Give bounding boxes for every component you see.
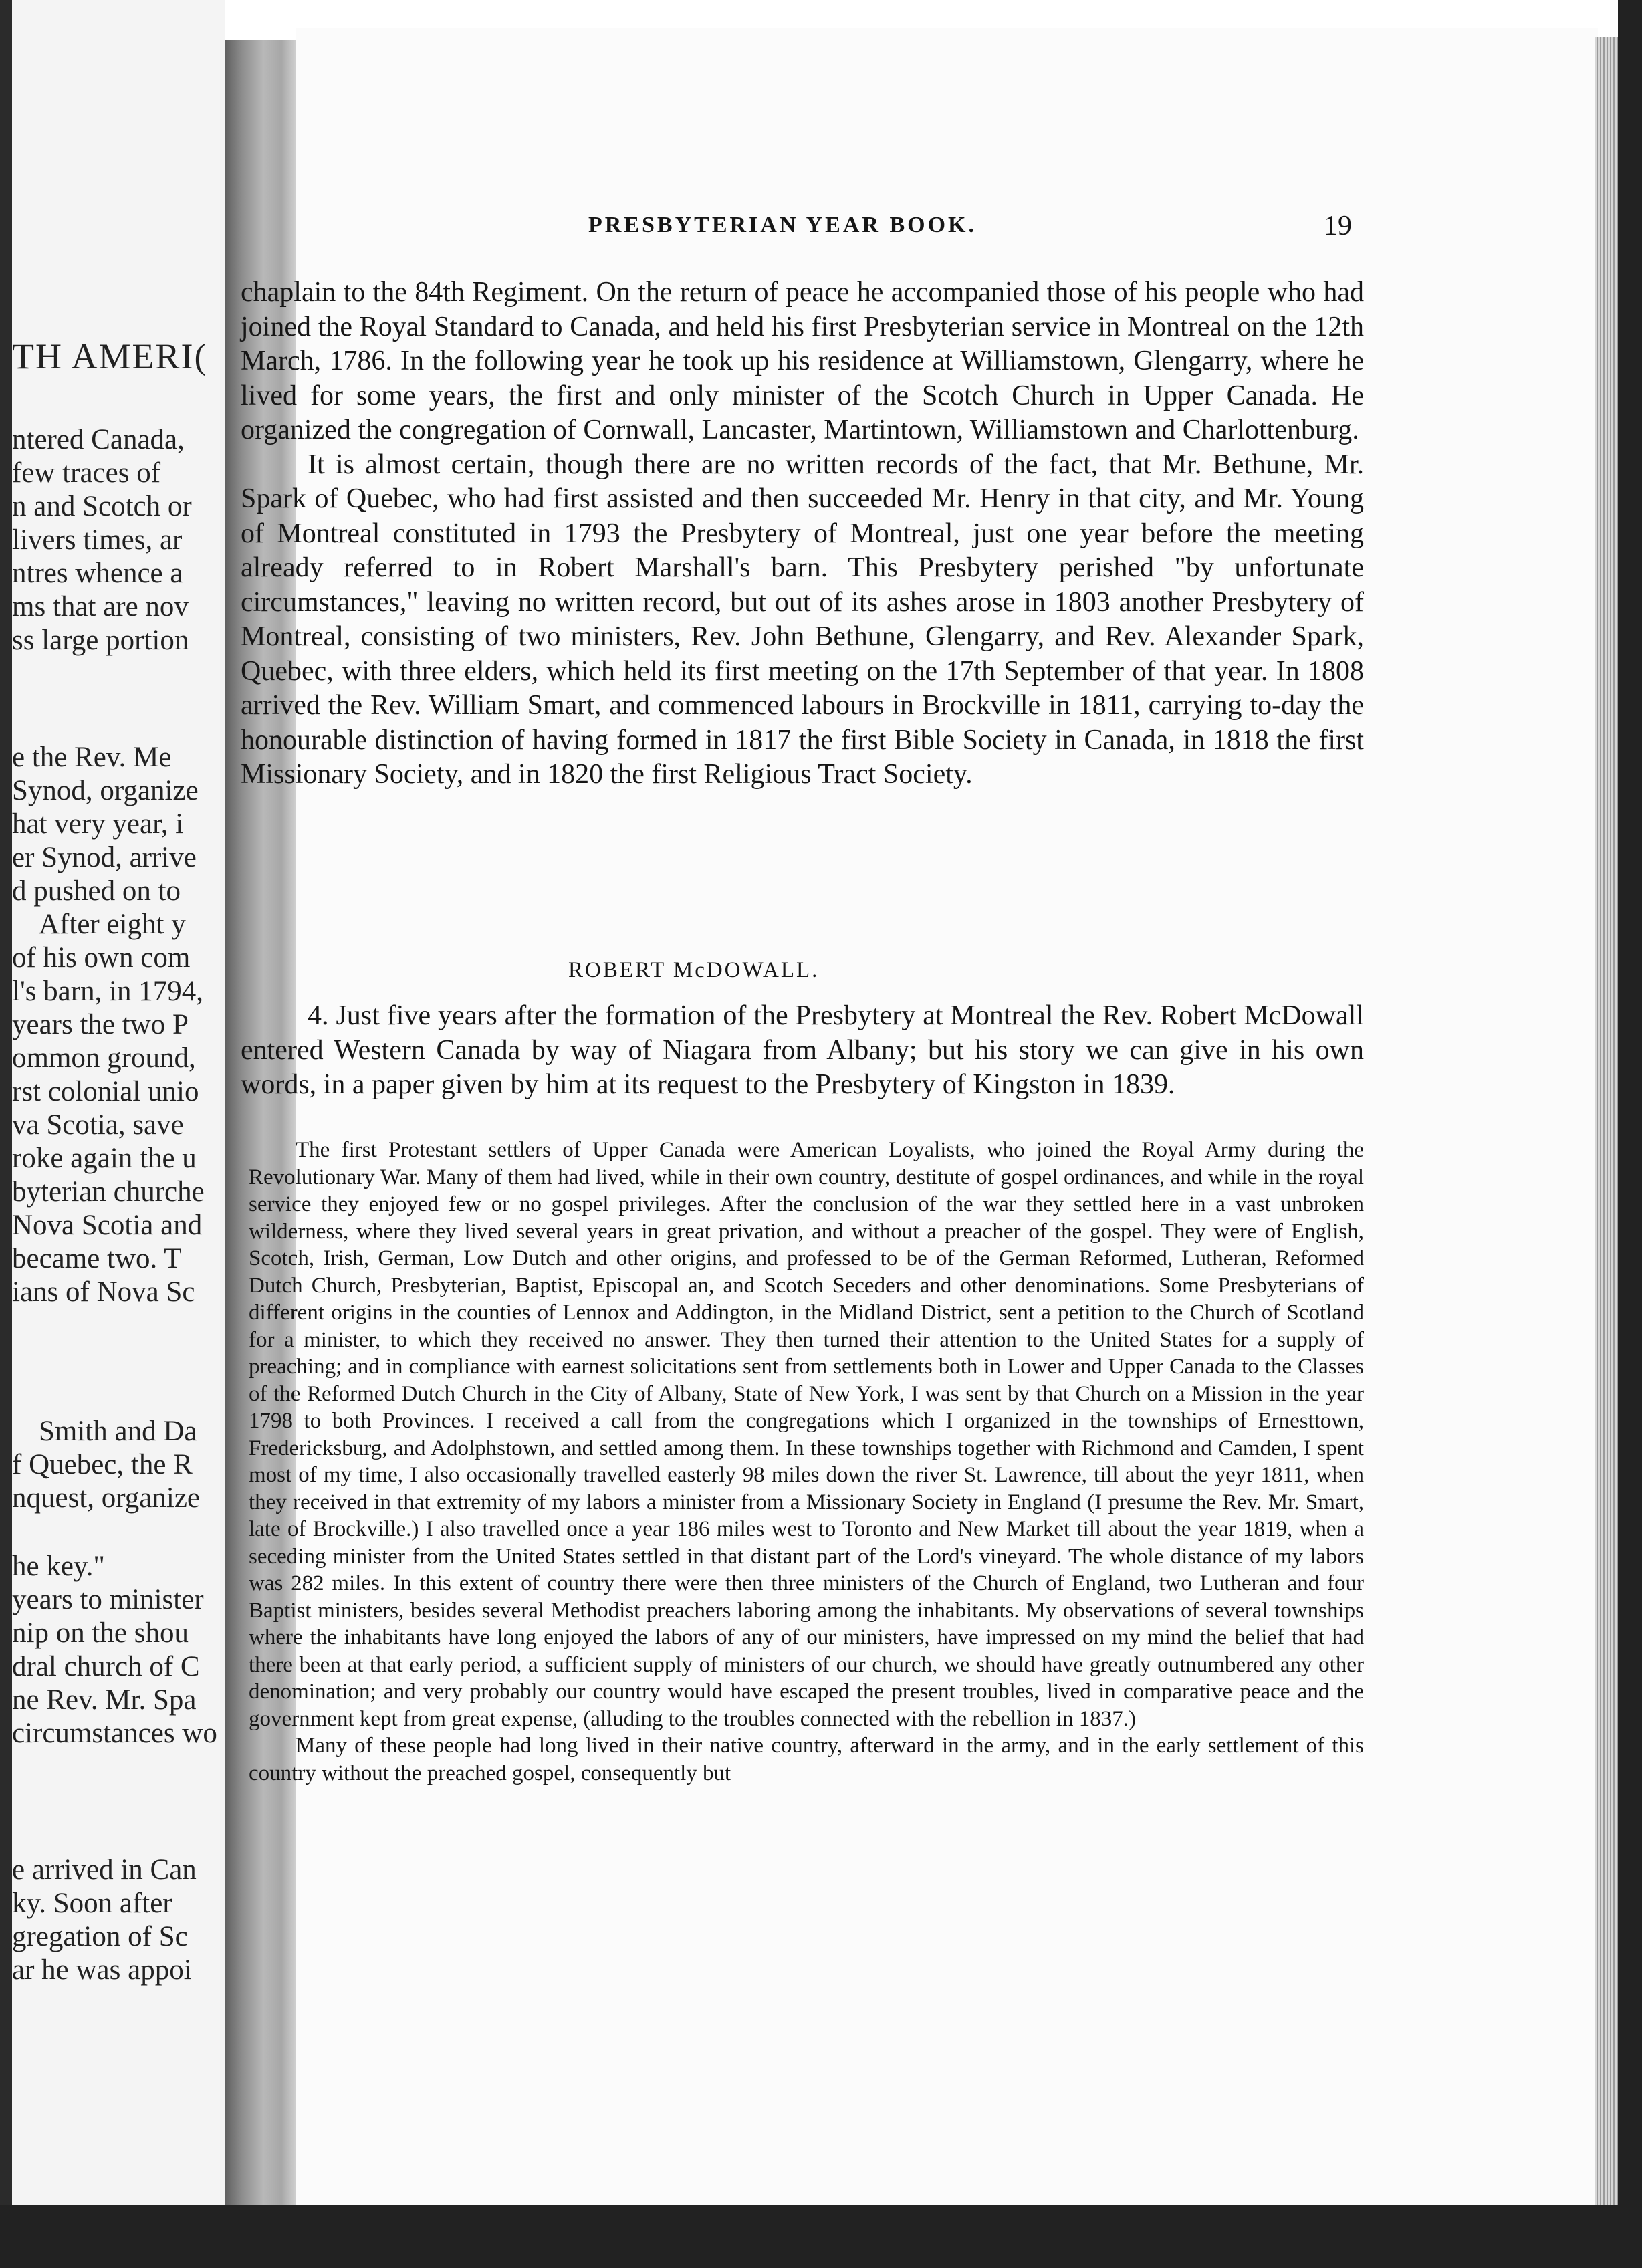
- left-page-line: nquest, organize: [12, 1482, 201, 1514]
- quote-paragraph: The first Protestant settlers of Upper Canada were American Loyalists, who joined the Royal Army during the Revolutionary War. Many of them had lived, while in their own country, destitute of gospel ordinances, and while in the royal service they enjoyed few or no gospel privileges. After the conclusion of the war they settled here in a vast unbroken wilderness, where they lived several years in great privation, and without a preacher of the gospel. They were of English, Scotch, Irish, German, Low Dutch and other origins, and professed to be of the German Reformed, Lutheran, Reformed Dutch Church, Presbyterian, Baptist, Episcopal an, and Scotch Seceders and other denominations. Some Presbyterians of different origins in the counties of Lennox and Addington, in the Midland District, sent a petition to the Church of Scotland for a minister, to which they received no answer. They then turned their attention to the United States for a supply of preaching; and in compliance with earnest solicitations sent from settlements both in Lower and Upper Canada to the Classes of the Reformed Dutch Church in the City of Albany, State of New York, I was sent by that Church on a Mission in the year 1798 to both Provinces. I received a call from the congregations which I organized in the townships of Ernesttown, Fredericksburg, and Adolphstown, and settled among them. In these townships together with Richmond and Camden, I spent most of my time, I also occasionally travelled easterly 98 miles down the river St. Lawrence, till about the yeyr 1811, when they received in that extremity of my labors a minister from a Missionary Society in England (I presume the Rev. Mr. Smart, late of Brockville.) I also travelled once a year 186 miles west to Toronto and New Market till about the year 1819, when a seceding minister from the United States settled in that distant part of the Lord's vineyard. The whole distance of my labors was 282 miles. In this extent of country there were then three ministers of the Church of England, two Lutheran and four Baptist ministers, besides several Methodist preachers laboring among the inhabitants. My observations of several townships where the inhabitants have long enjoyed the labors of any of our ministers, have impressed on my mind the belief that had there been at that early period, a sufficient supply of ministers of our church, we should have greatly outnumbered any other denomination; and very probably our country would have escaped the present troubles, lived in comparative peace and the government kept from great expense, (alluding to the troubles connected with the rebellion in 1837.): [249, 1138, 1364, 1731]
- left-page-line: ntres whence a: [12, 558, 183, 589]
- scan-bottom-edge: [0, 2205, 1642, 2268]
- left-page-line: rst colonial unio: [12, 1076, 199, 1107]
- left-page-line: d pushed on to: [12, 875, 181, 907]
- left-page-line: livers times, ar: [12, 524, 183, 556]
- left-page-line: byterian churche: [12, 1176, 205, 1208]
- quoted-text: [249, 1137, 1364, 1787]
- left-page-line: Synod, organize: [12, 775, 199, 806]
- left-page-line: of his own com: [12, 942, 191, 974]
- paragraph: 4. Just five years after the formation of the Presbytery at Montreal the Rev. Robert McDowall entered Western Canada by way of Niagara from Albany; but his story we can give in his own words, in a paper given by him at its request to the Presbytery of Kingston in 1839.: [241, 1000, 1364, 1100]
- left-page-line: va Scotia, save: [12, 1109, 184, 1141]
- left-page-line: n and Scotch or: [12, 491, 192, 522]
- left-page-line: ss large portion: [12, 625, 189, 656]
- left-page-line: nip on the shou: [12, 1617, 189, 1649]
- left-page-line: ommon ground,: [12, 1042, 196, 1074]
- page-number: 19: [1324, 211, 1352, 241]
- left-page-line: ar he was appoi: [12, 1954, 192, 1986]
- scan-left-edge: [0, 0, 12, 2268]
- left-page-line: Nova Scotia and: [12, 1210, 203, 1241]
- paragraph: It is almost certain, though there are no written records of the fact, that Mr. Bethune, Mr. Spark of Quebec, who had first assisted and then succeeded Mr. Henry in that city, and Mr. Young of Montreal constituted in 1793 the Presbytery of Montreal, just one year before the meeting already referred to in Robert Marshall's barn. This Presbytery perished "by unfortunate circumstances," leaving no written record, but out of its ashes arose in 1803 another Presbytery of Montreal, consisting of two ministers, Rev. John Bethune, Glengarry, and Rev. Alexander Spark, Quebec, with three elders, which held its first meeting on the 17th September of that year. In 1808 arrived the Rev. William Smart, and commenced labours in Brockville in 1811, carrying to-day the honourable distinction of having formed in 1817 the first Bible Society in Canada, in 1818 the first Missionary Society, and in 1820 the first Religious Tract Society.: [241, 449, 1364, 790]
- left-page-line: l's barn, in 1794,: [12, 976, 204, 1007]
- quote-paragraph: Many of these people had long lived in their native country, afterward in the army, and in the early settlement of this country without the preached gospel, consequently but: [249, 1734, 1364, 1785]
- left-page-line: hat very year, i: [12, 808, 184, 840]
- paragraph: chaplain to the 84th Regiment. On the return of peace he accompanied those of his people who had joined the Royal Standard to Canada, and held his first Presbyterian service in Montreal on the 12th March, 1786. In the following year he took up his residence at Williamstown, Glengarry, where he lived for some years, the first and only minister of the Scotch Church in Upper Canada. He organized the congregation of Cornwall, Lancaster, Martintown, Williamstown and Charlottenburg.: [241, 277, 1364, 445]
- main-text: [241, 275, 1364, 792]
- left-page-line: he key.": [12, 1551, 105, 1582]
- page-edges: [1595, 37, 1618, 2205]
- left-page-line: e arrived in Can: [12, 1854, 197, 1886]
- left-page-line: ians of Nova Sc: [12, 1276, 195, 1308]
- left-page-line: dral church of C: [12, 1651, 200, 1682]
- section-heading: ROBERT McDOWALL.: [568, 958, 820, 982]
- left-page-line: f Quebec, the R: [12, 1449, 193, 1480]
- left-page-line: e the Rev. Me: [12, 742, 172, 773]
- left-page-line: ntered Canada,: [12, 424, 185, 455]
- left-page-line: ms that are nov: [12, 591, 189, 622]
- left-page-line: years the two P: [12, 1009, 189, 1040]
- left-page-line: After eight y: [39, 909, 186, 940]
- left-page: [12, 0, 225, 2205]
- left-page-line: er Synod, arrive: [12, 842, 197, 873]
- scan-right-edge: [1618, 0, 1642, 2268]
- left-page-line: TH AMERI(: [12, 336, 208, 376]
- left-page-line: circumstances wo: [12, 1718, 217, 1749]
- left-page-line: ne Rev. Mr. Spa: [12, 1684, 197, 1716]
- left-page-line: Smith and Da: [39, 1415, 197, 1447]
- left-page-line: gregation of Sc: [12, 1921, 188, 1952]
- left-page-line: roke again the u: [12, 1143, 197, 1174]
- section-intro: [241, 999, 1364, 1103]
- left-page-line: became two. T: [12, 1243, 182, 1274]
- left-page-line: ky. Soon after: [12, 1888, 172, 1919]
- left-page-line: years to minister: [12, 1584, 204, 1615]
- left-page-line: few traces of: [12, 457, 161, 489]
- running-header: PRESBYTERIAN YEAR BOOK.: [588, 213, 977, 237]
